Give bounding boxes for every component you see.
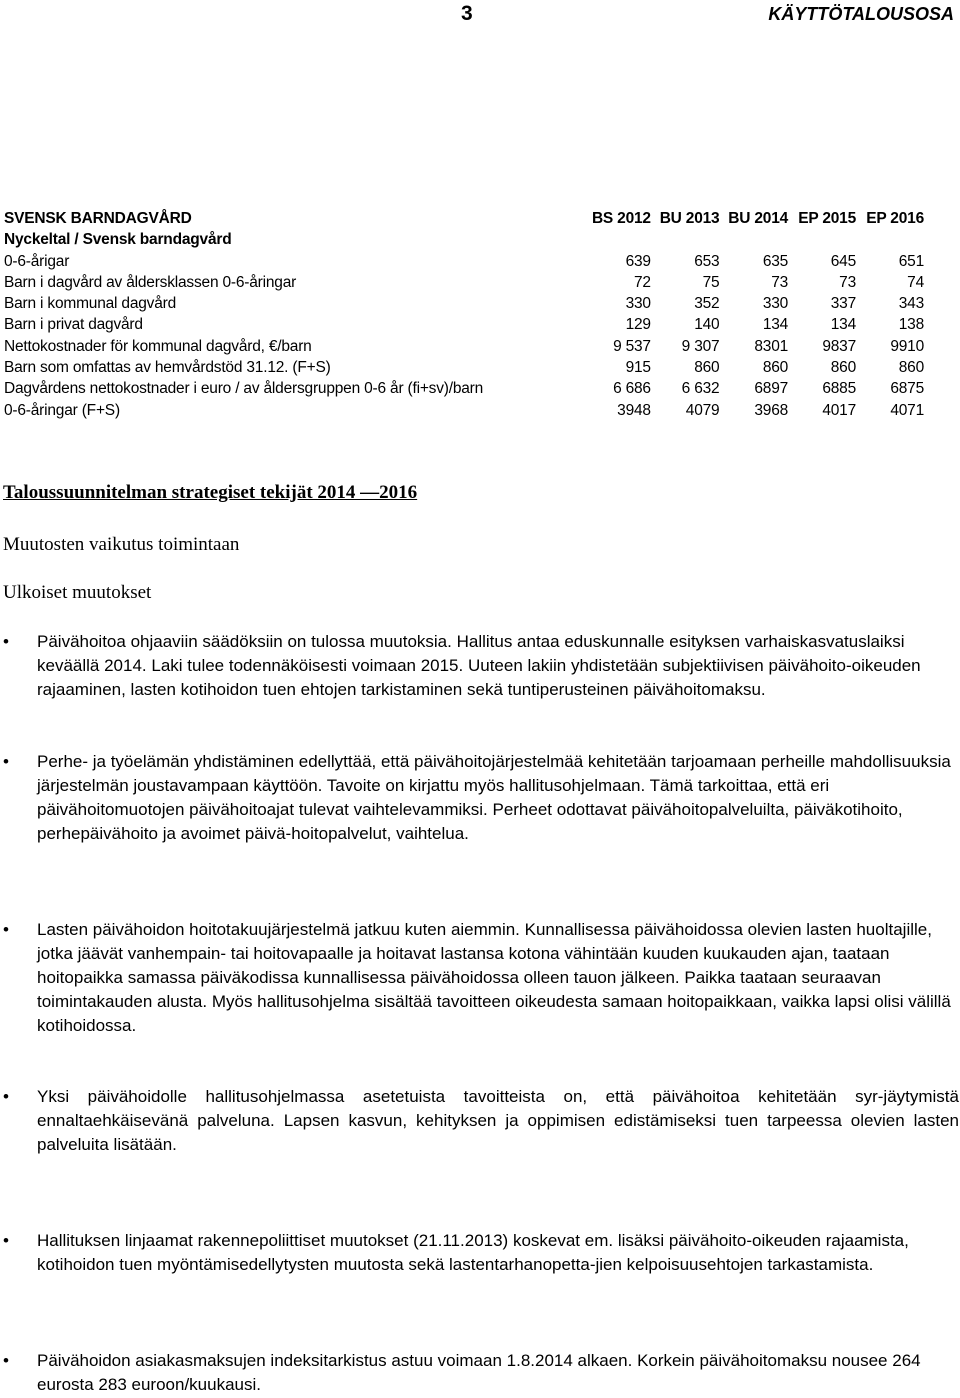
cell-value: 639 [625,252,651,270]
cell-value: 129 [625,316,651,334]
subheading-external-changes: Ulkoiset muutokset [3,582,152,603]
table-row [4,314,924,335]
cell-value: 330 [625,295,651,313]
cell-value: 138 [898,316,924,334]
column-header: BU 2013 [659,210,720,227]
cell-value: 653 [694,252,720,270]
cell-value: 134 [762,316,789,334]
cell-value: 9 307 [681,337,720,355]
row-label: 0-6-årigar [4,252,70,270]
cell-value: 73 [839,273,857,291]
list-item-text: Perhe- ja työelämän yhdistäminen edellyttää, että päivähoitojärjestelmää kehitetään tarjoamaan perheille mahdollisuuksia järjestelmän joustavampaan käyttöön. Tavoite on kirjattu myös hallitusohjelmaan. Tämä tarkoittaa, että eri päivähoitomuotojen päivähoitoajat tulevat vaihtelevammiksi. Perheet odottavat päivähoitopalveluilta, päiväkotihoito, perhepäivähoito ja avoimet päivä-hoitopalvelut, vaihtelua. [37,752,951,843]
cell-value: 860 [830,359,857,377]
table-title: SVENSK BARNDAGVÅRD [4,210,192,227]
cell-value: 860 [898,359,924,377]
table-row [4,251,924,272]
table-row [4,272,924,293]
cell-value: 134 [830,316,857,334]
list-item-text: Päivähoitoa ohjaaviin säädöksiin on tulossa muutoksia. Hallitus antaa eduskunnalle esityksen varhaiskasvatuslaiksi keväällä 2014. Laki tulee todennäköisesti voimaan 2015. Uuteen lakiin yhdistetään subjektiivisen päivähoito-oikeuden rajaaminen, lasten kotihoidon tuen ehtojen tarkistaminen sekä tuntiperusteinen päivähoitomaksu. [37,632,921,699]
bullet-icon: • [3,920,9,939]
table-row [4,357,924,378]
column-header: EP 2016 [866,210,924,227]
cell-value: 74 [907,273,924,291]
key-figures-table [4,208,924,421]
cell-value: 6 632 [681,380,720,398]
cell-value: 635 [762,252,789,270]
column-header: BU 2014 [728,210,789,227]
cell-value: 860 [694,359,720,377]
list-item [0,1229,960,1277]
row-label: Barn i privat dagvård [4,316,143,334]
list-item-text: Lasten päivähoidon hoitotakuujärjestelmä jatkuu kuten aiemmin. Kunnallisessa päivähoidossa olevien lasten huoltajille, jotka jäävät vanhempain- tai hoitovapaalle ja hoitavat lastansa kotona vähintään kuuden kuukauden ajan, taataan hoitopaikka samassa päiväkodissa kunnallisessa päivähoidossa olleen tauon jälkeen. Paikka taataan seuraavan toimintakauden alusta. Myös hallitusohjelma sisältää tavoitteen oikeudesta samaan hoitopaikkaan, vaikka lapsi olisi välillä kotihoidossa. [37,920,951,1035]
bullet-icon: • [3,1231,9,1250]
cell-value: 3968 [754,401,789,419]
list-item [0,630,960,702]
table-subheading: Nyckeltal / Svensk barndagvård [4,231,232,249]
table-subheading-row [4,229,924,250]
cell-value: 73 [771,273,789,291]
list-item [0,750,960,846]
cell-value: 4079 [685,401,720,419]
column-header: EP 2015 [798,210,857,227]
table-row [4,378,924,399]
row-label: Nettokostnader för kommunal dagvård, €/barn [4,337,312,355]
cell-value: 645 [830,252,857,270]
list-item [0,1085,960,1157]
row-label: Barn i kommunal dagvård [4,295,177,313]
row-label: Barn i dagvård av åldersklassen 0-6-åringar [4,273,297,291]
cell-value: 8301 [754,337,789,355]
table-row [4,400,924,421]
section-heading: Taloussuunnitelman strategiset tekijät 2014 —2016 [3,482,418,503]
cell-value: 337 [830,295,857,313]
cell-value: 6875 [890,380,924,398]
list-item [0,1349,960,1397]
cell-value: 72 [634,273,651,291]
list-item [0,918,960,1038]
table-row [4,293,924,314]
cell-value: 6 686 [613,380,651,398]
list-item-text: Yksi päivähoidolle hallitusohjelmassa asetetuista tavoitteista on, että päivähoitoa kehitetään syr-jäytymistä ennaltaehkäisevänä palveluna. Lapsen kasvun, kehityksen ja oppimisen edistämiseksi tuen tarpeessa olevien lasten palveluita lisätään. [37,1087,959,1154]
cell-value: 6897 [754,380,789,398]
cell-value: 75 [702,273,720,291]
subheading-changes-impact: Muutosten vaikutus toimintaan [3,534,240,555]
row-label: Dagvårdens nettokostnader i euro / av åldersgruppen 0-6 år (fi+sv)/barn [4,380,484,398]
cell-value: 352 [694,295,720,313]
header-title: KÄYTTÖTALOUSOSA [768,4,954,24]
bullet-icon: • [3,1087,9,1106]
bullet-icon: • [3,632,9,651]
cell-value: 6885 [822,380,857,398]
list-item-text: Hallituksen linjaamat rakennepoliittiset muutokset (21.11.2013) koskevat em. lisäksi päivähoito-oikeuden rajaamista, kotihoidon tuen myöntämisedellytysten muutosta sekä lastentarhanopetta-jien kelpoisuusehtojen tarkastamista. [37,1231,909,1274]
cell-value: 4071 [890,401,924,419]
page-number: 3 [461,2,473,25]
cell-value: 915 [625,359,651,377]
cell-value: 9837 [822,337,857,355]
cell-value: 4017 [822,401,857,419]
cell-value: 9910 [890,337,924,355]
cell-value: 9 537 [613,337,651,355]
cell-value: 140 [694,316,720,334]
cell-value: 3948 [617,401,651,419]
column-header: BS 2012 [591,210,651,227]
row-label: 0-6-åringar (F+S) [4,401,120,419]
cell-value: 330 [762,295,789,313]
cell-value: 860 [762,359,789,377]
bullet-icon: • [3,1351,9,1370]
row-label: Barn som omfattas av hemvårdstöd 31.12. (F+S) [4,359,331,377]
list-item-text: Päivähoidon asiakasmaksujen indeksitarkistus astuu voimaan 1.8.2014 alkaen. Korkein päivähoitomaksu nousee 264 eurosta 283 euroon/kuukausi. [37,1351,921,1394]
cell-value: 651 [898,252,924,270]
table-row [4,336,924,357]
cell-value: 343 [898,295,924,313]
bullet-icon: • [3,752,9,771]
table-header-row [4,208,924,229]
